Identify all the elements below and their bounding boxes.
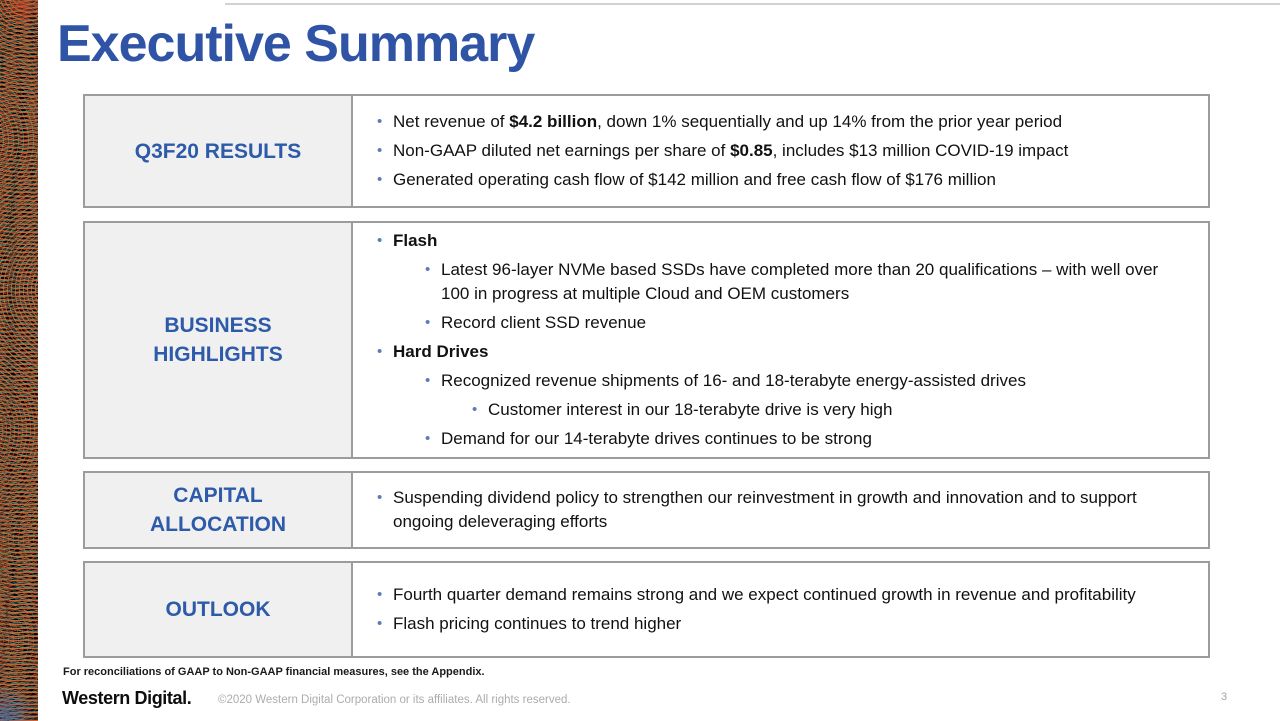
bullet-item: • Net revenue of $4.2 billion, down 1% sequentially and up 14% from the prior year period — [375, 110, 1175, 134]
copyright-text: ©2020 Western Digital Corporation or its affiliates. All rights reserved. — [218, 694, 571, 706]
bullet-item: • Latest 96-layer NVMe based SSDs have completed more than 20 qualifications – with well over 100 in progress at multiple Cloud and OEM customers — [423, 258, 1175, 306]
page-title: Executive Summary — [57, 15, 535, 73]
bullet-item: • Record client SSD revenue — [423, 311, 1175, 335]
slide-top-border — [225, 3, 1280, 5]
bullet-item: • Non-GAAP diluted net earnings per share of $0.85, includes $13 million COVID-19 impact — [375, 139, 1175, 163]
section-label: Q3F20 RESULTS — [85, 96, 353, 206]
bullet-item: • Flash — [375, 229, 1175, 253]
section-row-capital-allocation — [83, 471, 1210, 549]
bullet-item: • Customer interest in our 18-terabyte drive is very high — [470, 398, 1175, 422]
bullet-item: • Suspending dividend policy to strengthen our reinvestment in growth and innovation and to support ongoing deleveraging efforts — [375, 486, 1175, 534]
section-content — [353, 96, 1208, 206]
summary-table — [83, 94, 1210, 658]
decorative-sidebar-art — [0, 0, 38, 721]
bullet-list — [375, 486, 1190, 534]
section-content — [353, 563, 1208, 656]
bullet-list — [375, 229, 1190, 451]
bullet-item: • Demand for our 14-terabyte drives continues to be strong — [423, 427, 1175, 451]
bullet-item: • Flash pricing continues to trend higher — [375, 612, 1175, 636]
bullet-item: • Hard Drives — [375, 340, 1175, 364]
section-row-q3f20-results — [83, 94, 1210, 208]
bullet-list — [375, 583, 1190, 636]
gaap-footnote: For reconciliations of GAAP to Non-GAAP financial measures, see the Appendix. — [63, 666, 485, 678]
section-label: OUTLOOK — [85, 563, 353, 656]
section-row-outlook — [83, 561, 1210, 658]
section-content — [353, 223, 1208, 457]
western-digital-logo: Western Digital. — [62, 688, 192, 708]
bullet-item: • Fourth quarter demand remains strong and we expect continued growth in revenue and profitability — [375, 583, 1175, 607]
bullet-item: • Generated operating cash flow of $142 million and free cash flow of $176 million — [375, 168, 1175, 192]
section-label: BUSINESS HIGHLIGHTS — [85, 223, 353, 457]
section-label: CAPITAL ALLOCATION — [85, 473, 353, 547]
page-number: 3 — [1221, 691, 1228, 703]
bullet-list — [375, 110, 1190, 192]
section-row-business-highlights — [83, 221, 1210, 459]
section-content — [353, 473, 1208, 547]
bullet-item: • Recognized revenue shipments of 16- and 18-terabyte energy-assisted drives — [423, 369, 1175, 393]
